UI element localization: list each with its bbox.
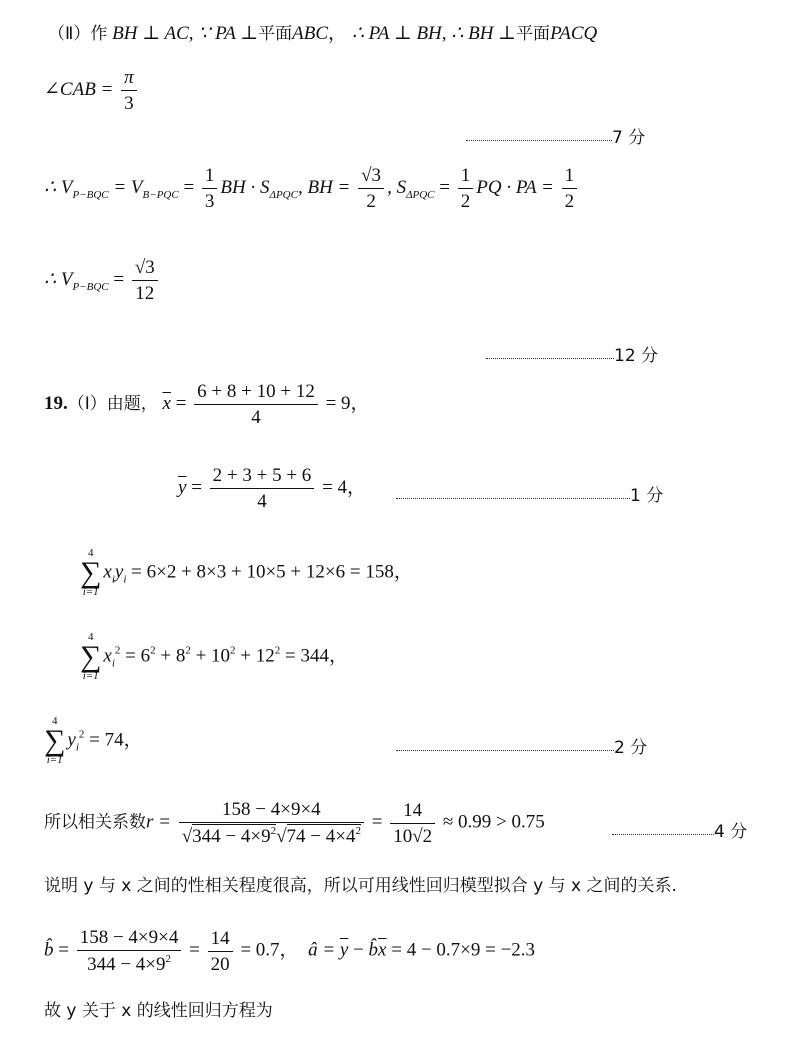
sum-y2-upper: 4 — [51, 715, 58, 727]
part2-s1: BH ⊥ AC — [112, 23, 189, 44]
sum-x2-p3: 2 — [230, 644, 236, 657]
sum-xy-xi: i — [111, 573, 115, 586]
ahat-ybar: $\overline{y}$ — [339, 939, 349, 961]
part2-line: （Ⅱ）作 BH ⊥ AC, ∵ PA ⊥平面ABC， ∴ PA ⊥ BH, ∴ BH ⊥平面PACQ — [48, 23, 598, 44]
score-1-leader — [396, 481, 663, 506]
q19-ybar-den: 4 — [257, 491, 267, 512]
sum-x2-sigma: 4 ∑ i=1 — [80, 631, 102, 682]
regression-coef-line — [44, 928, 535, 974]
volume-f1n: 1 — [202, 166, 218, 189]
sum-x2-r4: + 12 — [240, 645, 275, 667]
sum-xy-lower: i=1 — [82, 586, 99, 598]
sum-x2-p1: 2 — [150, 644, 156, 657]
part2-s4b: 平面 — [516, 24, 551, 44]
angle-fraction — [121, 68, 137, 113]
angle-lhs: ∠CAB = — [44, 78, 114, 100]
volume-sub1: P−BQC — [72, 188, 109, 201]
q19-xbar-result: = 9， — [325, 392, 370, 414]
q19-ybar-result: = 4， — [322, 476, 367, 498]
ahat-minus: − — [348, 939, 369, 961]
volume-lead: ∴ V — [44, 176, 73, 198]
corr-den-b-sq: 2 — [355, 825, 361, 837]
sum-y2-line — [44, 716, 143, 766]
bhat-eq: = — [58, 939, 69, 961]
q19-number: 19. — [44, 392, 68, 414]
q19-xbar-eq: = — [175, 392, 187, 414]
corr-result: ≈ 0.99 > 0.75 — [442, 811, 545, 833]
volume-f4d: 2 — [564, 191, 575, 212]
q19-xbar-line — [44, 382, 370, 427]
volume-f1d: 3 — [204, 191, 215, 212]
sum-xy-x: x — [103, 561, 112, 583]
bhat-f-num: 14 — [208, 929, 233, 952]
sum-x2-r5: = 344， — [285, 645, 348, 667]
part2-s4c: PACQ — [550, 23, 598, 44]
volume-result-sub: P−BQC — [72, 280, 109, 293]
sum-y2-rest: = 74， — [89, 729, 143, 751]
ahat-rest: = 4 − 0.7×9 = −2.3 — [391, 939, 536, 961]
q19-ybar-line — [178, 466, 366, 511]
volume-result-den: 12 — [135, 283, 155, 304]
volume-line — [44, 166, 580, 211]
score-7-leader — [466, 123, 645, 148]
corr-eq: = — [371, 811, 383, 833]
bhat-den-wrap — [77, 951, 182, 974]
volume-frac3 — [458, 166, 474, 211]
score-2-leader — [396, 733, 647, 758]
volume-frac2 — [358, 166, 384, 211]
bhat-symbol: b̂ — [44, 939, 54, 961]
volume-frac1 — [202, 166, 218, 211]
bhat-fraction2 — [208, 929, 233, 974]
sum-x2-x: x — [103, 645, 112, 667]
corr-den-a: 344 − 4×9 — [192, 826, 271, 847]
corr-r: r = — [146, 811, 171, 833]
corr-den-a-sq: 2 — [270, 825, 277, 837]
sum-x2-r1: = 6 — [125, 645, 151, 667]
volume-sub3: ΔPQC — [269, 188, 298, 201]
volume-result-lead: ∴ V — [44, 268, 73, 290]
sum-x2-r2: + 8 — [160, 645, 186, 667]
q19-ybar-eq: = — [191, 476, 202, 498]
volume-result-num: √3 — [132, 258, 158, 281]
q19-ybar: $\overline{y}$ — [178, 476, 187, 498]
sum-x2-r3: + 10 — [195, 645, 231, 667]
ahat-xbar: $\overline{x}$ — [378, 939, 387, 961]
corr-den-b: 74 − 4×4 — [286, 826, 356, 847]
volume-f4n: 1 — [562, 166, 578, 189]
correlation-line — [44, 800, 545, 846]
sum-x2-p2: 2 — [185, 644, 191, 657]
volume-eq1: = V — [113, 176, 143, 198]
sum-y2-yi: i — [75, 741, 79, 754]
part2-s2: ∵ PA ⊥ — [198, 23, 259, 44]
volume-result-eq: = — [113, 268, 125, 290]
part2-label: （Ⅱ）作 — [48, 24, 108, 44]
explanation-text: 说明 y 与 x 之间的性相关程度很高，所以可用线性回归模型拟合 y 与 x 之间的关系. — [44, 876, 677, 896]
bhat-den: 344 − 4×9 — [87, 954, 166, 975]
part2-s4: ∴ BH ⊥ — [451, 23, 517, 44]
q19-xbar-den: 4 — [251, 407, 261, 428]
volume-eq2: = — [183, 176, 195, 198]
part2-s2c: ABC — [292, 23, 329, 44]
score-12: 12 分 — [614, 346, 659, 366]
score-4: 4 分 — [714, 822, 748, 842]
sum-y2-lower: i=1 — [46, 754, 63, 766]
bhat-result: = 0.7， — [240, 939, 299, 961]
sum-x2-xi: i — [111, 657, 115, 670]
conclusion-text: 故 y 关于 x 的线性回归方程为 — [44, 1001, 273, 1021]
sum-xy-rest: = 6×2 + 8×3 + 10×5 + 12×6 = 158， — [131, 561, 413, 583]
corr-fraction — [179, 800, 364, 846]
sum-x2-p4: 2 — [274, 644, 281, 657]
sum-x2-upper: 4 — [87, 631, 94, 643]
corr-label: 所以相关系数 — [44, 812, 146, 833]
volume-f3d: 2 — [460, 191, 471, 212]
q19-ybar-fraction — [210, 466, 315, 511]
part2-s2b: 平面 — [258, 24, 293, 44]
score-7: 7 分 — [612, 128, 646, 148]
bhat-num: 158 − 4×9×4 — [77, 928, 182, 951]
volume-eq3: = — [439, 176, 450, 198]
part2-s3: ∴ PA ⊥ BH — [351, 23, 442, 44]
volume-frac4 — [562, 166, 578, 211]
sum-y2-sigma: 4 ∑ i=1 — [44, 715, 66, 766]
score-1: 1 分 — [630, 486, 664, 506]
corr-f-den: 10√2 — [393, 825, 433, 847]
sum-xy-yi: i — [123, 573, 127, 586]
q19-xbar-fraction — [194, 382, 318, 427]
bhat-eq2: = — [189, 939, 200, 961]
volume-sub2: B−PQC — [142, 188, 179, 201]
sum-xy-sigma: 4 ∑ i=1 — [80, 547, 102, 598]
volume-f2n: √3 — [358, 166, 384, 189]
q19-ybar-num: 2 + 3 + 5 + 6 — [210, 466, 315, 489]
corr-f-num: 14 — [390, 801, 435, 824]
volume-t3: , S — [387, 176, 407, 198]
sum-y2-sq: 2 — [78, 728, 85, 741]
ahat-symbol: â = — [308, 939, 340, 961]
volume-sub4: ΔPQC — [406, 188, 435, 201]
sum-x2-sq: 2 — [114, 644, 121, 657]
q19-xbar: $\overline{x}$ — [162, 392, 171, 414]
sum-xy-y: y — [114, 561, 124, 583]
volume-t2: , BH = — [297, 176, 351, 198]
sum-xy-line — [80, 548, 413, 598]
score-12-leader — [486, 341, 658, 366]
corr-num: 158 − 4×9×4 — [179, 800, 364, 823]
sum-x2-lower: i=1 — [82, 670, 99, 682]
volume-result-fraction — [132, 258, 158, 303]
score-2: 2 分 — [614, 738, 648, 758]
ahat-b: b̂ — [368, 939, 379, 961]
bhat-f-den: 20 — [210, 953, 230, 975]
score-4-leader — [612, 817, 747, 842]
bhat-fraction — [77, 928, 182, 974]
corr-den: $√344 - 4\times 9^2√74 - 4\times 4^2$ — [181, 825, 361, 847]
volume-f2d: 2 — [366, 191, 376, 212]
corr-fraction2 — [390, 801, 435, 846]
q19-xbar-num: 6 + 8 + 10 + 12 — [194, 382, 318, 405]
volume-t1: BH · S — [220, 176, 270, 198]
sum-y2-y: y — [67, 729, 76, 751]
volume-result-line — [44, 258, 161, 303]
q19-label: （Ⅰ）由题， — [67, 393, 158, 414]
angle-line — [44, 68, 140, 113]
angle-den: 3 — [124, 93, 134, 114]
bhat-den-sq: 2 — [165, 953, 172, 965]
sum-x2-line — [80, 632, 348, 682]
angle-num: π — [121, 68, 137, 91]
sum-xy-upper: 4 — [87, 547, 94, 559]
volume-f3n: 1 — [458, 166, 474, 189]
volume-t4: PQ · PA = — [476, 176, 554, 198]
